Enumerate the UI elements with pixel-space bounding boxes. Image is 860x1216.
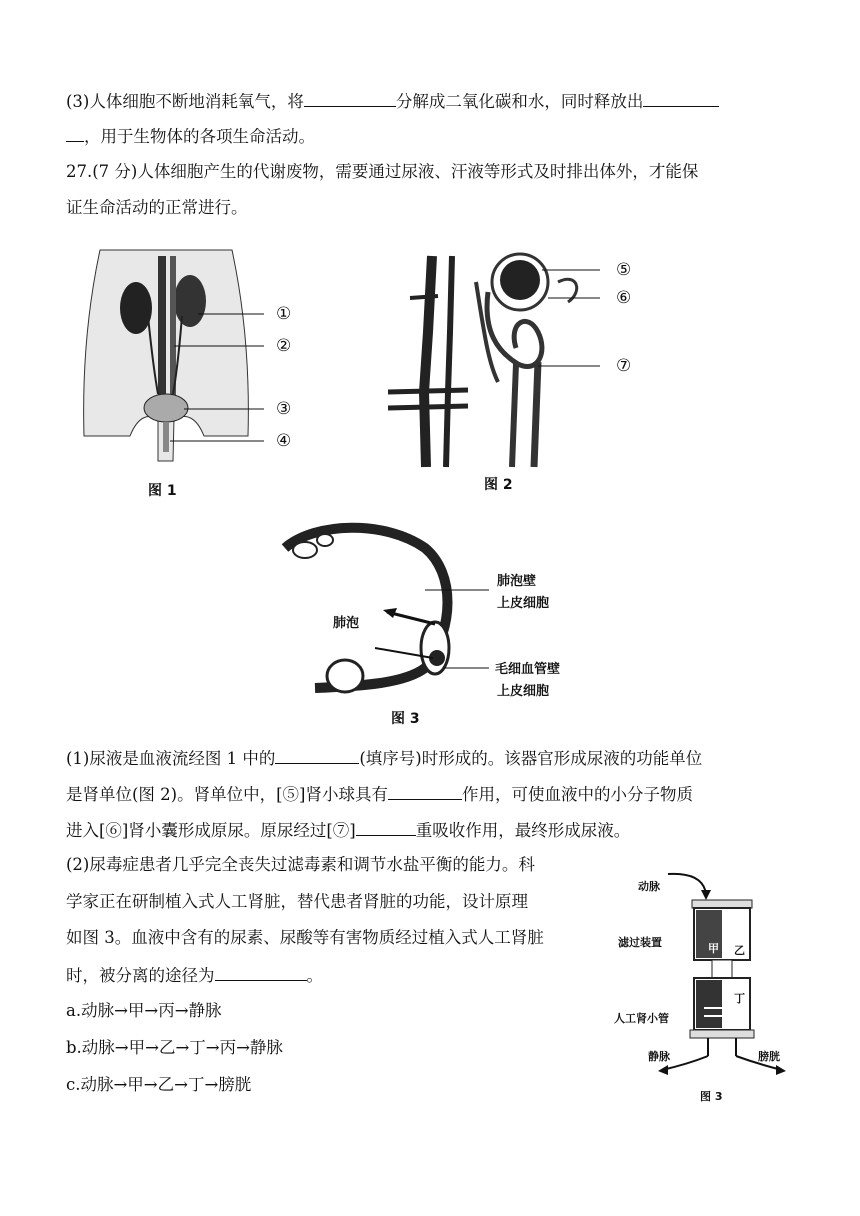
q27-stem-line2: 证生命活动的正常进行。 bbox=[66, 198, 248, 217]
figure-3-artificial-kidney bbox=[608, 868, 808, 1108]
capillary-wall-label-2: 上皮细胞 bbox=[497, 684, 550, 699]
answer-blank[interactable] bbox=[356, 817, 416, 836]
label-7: ⑦ bbox=[616, 356, 632, 376]
option-a: a.动脉→甲→丙→静脉 bbox=[66, 1001, 222, 1020]
ding-label: 丁 bbox=[734, 992, 745, 1005]
q27-1-line1 bbox=[66, 745, 702, 771]
q27-1-line3 bbox=[66, 817, 630, 843]
q27-1-text-a: (1)尿液是血液流经图 1 中的 bbox=[66, 749, 276, 768]
figure-2 bbox=[388, 252, 648, 502]
q27-2-line1: (2)尿毒症患者几乎完全丧失过滤毒素和调节水盐平衡的能力。科 bbox=[66, 855, 535, 874]
q27-stem-line1: 27.(7 分)人体细胞产生的代谢废物，需要通过尿液、汗液等形式及时排出体外，才能保 bbox=[66, 162, 699, 181]
q27-1-text-b: (填序号)时形成的。该器官形成尿液的功能单位 bbox=[359, 749, 703, 768]
q26-3-text-c: ，用于生物体的各项生命活动。 bbox=[84, 127, 315, 146]
option-c: c.动脉→甲→乙→丁→膀胱 bbox=[66, 1075, 252, 1094]
q27-1-text-f: 重吸收作用，最终形成尿液。 bbox=[415, 821, 631, 840]
label-4: ④ bbox=[276, 431, 292, 451]
option-b: b.动脉→甲→乙→丁→丙→静脉 bbox=[66, 1038, 283, 1057]
answer-blank[interactable] bbox=[275, 745, 359, 764]
q27-1-text-c: 是肾单位(图 2)。肾单位中，[⑤]肾小球具有 bbox=[66, 785, 388, 804]
q27-1-line2 bbox=[66, 781, 693, 807]
q26-3-line2 bbox=[66, 123, 315, 149]
artificial-tubule-label: 人工肾小管 bbox=[614, 1012, 669, 1025]
label-5: ⑤ bbox=[616, 260, 632, 280]
q27-2-line2: 学家正在研制植入式人工肾脏，替代患者肾脏的功能，设计原理 bbox=[66, 892, 528, 911]
alveolar-wall-label-2: 上皮细胞 bbox=[497, 596, 550, 611]
figure-3-caption: 图 3 bbox=[391, 711, 420, 727]
q27-2-text-b: 。 bbox=[306, 966, 323, 985]
q26-3-text-a: (3)人体细胞不断地消耗氧气，将 bbox=[66, 92, 304, 111]
bladder-label: 膀胱 bbox=[758, 1050, 780, 1063]
answer-blank-cont[interactable] bbox=[66, 123, 84, 142]
q27-2-line4 bbox=[66, 962, 323, 988]
label-1: ① bbox=[276, 304, 292, 324]
vein-label: 静脉 bbox=[648, 1050, 670, 1063]
alveolar-wall-label-1: 肺泡壁 bbox=[497, 574, 537, 589]
q27-1-text-d: 作用，可使血液中的小分子物质 bbox=[462, 785, 693, 804]
filter-device-label: 滤过装置 bbox=[618, 936, 662, 949]
jia-label: 甲 bbox=[708, 942, 719, 955]
q27-1-text-e: 进入[⑥]肾小囊形成原尿。原尿经过[⑦] bbox=[66, 821, 356, 840]
capillary-wall-label-1: 毛细血管壁 bbox=[495, 662, 561, 677]
yi-label: 乙 bbox=[734, 944, 745, 957]
q27-2-text-a: 时，被分离的途径为 bbox=[66, 966, 215, 985]
answer-blank[interactable] bbox=[643, 88, 719, 107]
q27-2-line3: 如图 3。血液中含有的尿素、尿酸等有害物质经过植入式人工肾脏 bbox=[66, 928, 544, 947]
label-2: ② bbox=[276, 336, 292, 356]
answer-blank[interactable] bbox=[304, 88, 396, 107]
artery-label: 动脉 bbox=[638, 880, 660, 893]
q26-3-text-b: 分解成二氧化碳和水，同时释放出 bbox=[395, 92, 644, 111]
alveolus-label: 肺泡 bbox=[333, 616, 360, 631]
q26-3-line1 bbox=[66, 88, 719, 114]
figure-3b-caption: 图 3 bbox=[700, 1090, 723, 1103]
label-3: ③ bbox=[276, 399, 292, 419]
figure-1 bbox=[78, 246, 318, 506]
figure-2-caption: 图 2 bbox=[484, 477, 513, 493]
figure-1-caption: 图 1 bbox=[148, 483, 177, 499]
figure-3-alveolus bbox=[275, 518, 595, 728]
answer-blank[interactable] bbox=[388, 781, 462, 800]
label-6: ⑥ bbox=[616, 288, 632, 308]
nephron-illustration bbox=[388, 252, 648, 472]
answer-blank[interactable] bbox=[215, 962, 307, 981]
